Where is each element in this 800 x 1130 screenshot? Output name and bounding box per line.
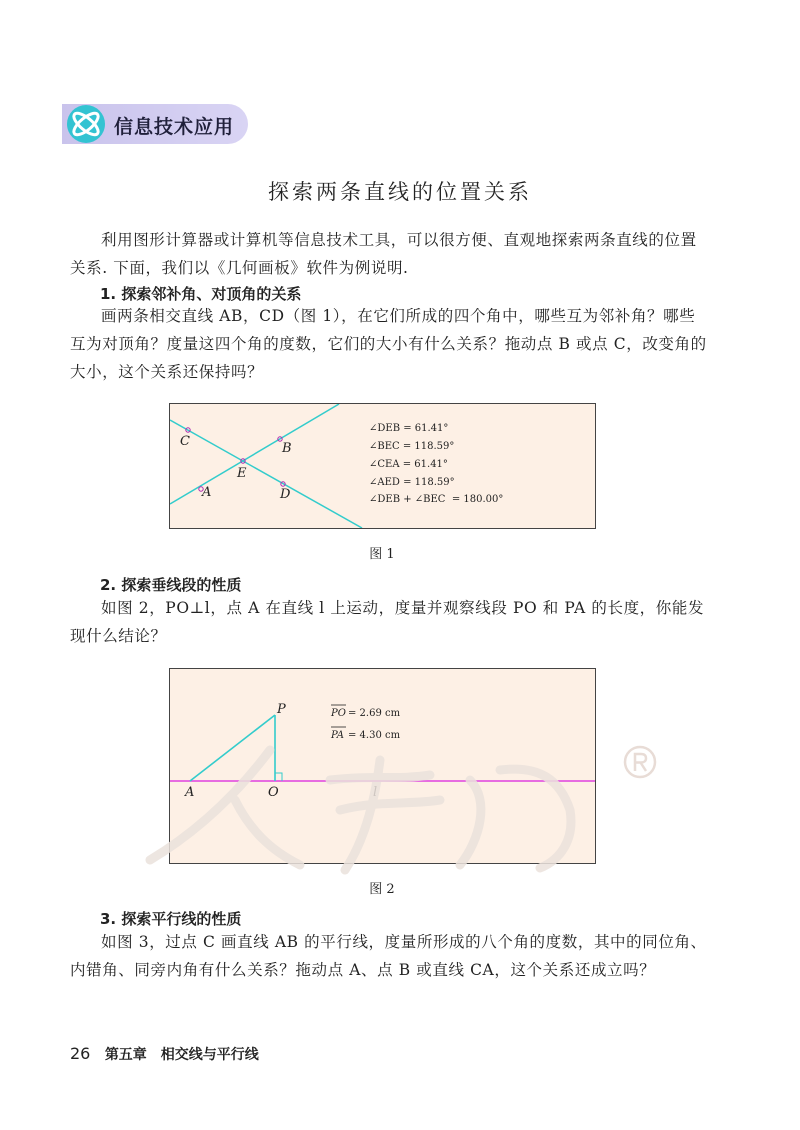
- measure-cea: ∠CEA = 61.41°: [369, 459, 448, 470]
- intro-line-2: 关系. 下面，我们以《几何画板》软件为例说明.: [70, 259, 409, 277]
- registered-mark-icon: [622, 744, 658, 780]
- section2-heading: 2. 探索垂线段的性质: [100, 576, 242, 594]
- measure-bec: ∠BEC = 118.59°: [369, 441, 455, 452]
- section3-line-1: 如图 3，过点 C 画直线 AB 的平行线，度量所形成的八个角的度数，其中的同位角、: [101, 933, 707, 951]
- measure-sum: ∠DEB + ∠BEC = 180.00°: [369, 494, 504, 505]
- label-c: C: [180, 434, 190, 449]
- section1-heading: 1. 探索邻补角、对顶角的关系: [100, 285, 302, 303]
- chapter-title: 第五章 相交线与平行线: [104, 1047, 259, 1063]
- figure1-drawing: [170, 404, 595, 528]
- section-atom-icon: [64, 100, 108, 148]
- label-a2: A: [185, 785, 195, 800]
- label-l: l: [373, 785, 378, 800]
- label-e: E: [237, 466, 247, 481]
- figure2-caption: 图 2: [369, 882, 395, 897]
- label-b: B: [282, 441, 292, 456]
- measure-po-value: = 2.69 cm: [348, 708, 401, 719]
- section1-paragraph: [70, 302, 730, 386]
- label-o: O: [268, 785, 279, 800]
- measure-po-name: PO: [331, 708, 346, 719]
- section2-paragraph: [70, 594, 730, 650]
- label-d: D: [280, 487, 291, 502]
- section3-line-2: 内错角、同旁内角有什么关系？拖动点 A、点 B 或直线 CA，这个关系还成立吗？: [70, 961, 656, 979]
- measure-deb: ∠DEB = 61.41°: [369, 423, 449, 434]
- figure1-caption: 图 1: [369, 547, 395, 562]
- page-footer: [70, 1044, 259, 1064]
- intro-paragraph: [70, 226, 730, 282]
- section1-line-1: 画两条相交直线 AB，CD（图 1），在它们所成的四个角中，哪些互为邻补角？哪些: [101, 307, 696, 325]
- line-cd: [170, 420, 362, 528]
- section2-line-2: 现什么结论？: [70, 627, 167, 645]
- label-a: A: [202, 485, 212, 500]
- section1-line-3: 大小，这个关系还保持吗？: [70, 363, 264, 381]
- figure1-canvas: [169, 403, 596, 529]
- section1-line-2: 互为对顶角？度量这四个角的度数，它们的大小有什么关系？拖动点 B 或点 C，改变角的: [70, 335, 707, 353]
- publisher-watermark-logo: [140, 740, 660, 880]
- measure-pa-value: = 4.30 cm: [348, 730, 401, 741]
- label-p: P: [277, 702, 286, 717]
- line-ab: [170, 404, 339, 504]
- section2-line-1: 如图 2，PO⊥l，点 A 在直线 l 上运动，度量并观察线段 PO 和 PA 的长度，你能发: [101, 599, 705, 617]
- page-number: 26: [70, 1044, 91, 1063]
- intro-line-1: 利用图形计算器或计算机等信息技术工具，可以很方便、直观地探索两条直线的位置: [101, 231, 697, 249]
- measure-pa-name: PA: [331, 730, 345, 741]
- page-title: 探索两条直线的位置关系: [268, 180, 532, 204]
- section-banner-label: 信息技术应用: [114, 116, 235, 138]
- section3-heading: 3. 探索平行线的性质: [100, 910, 242, 928]
- section3-paragraph: [70, 928, 730, 984]
- measure-aed: ∠AED = 118.59°: [369, 477, 455, 488]
